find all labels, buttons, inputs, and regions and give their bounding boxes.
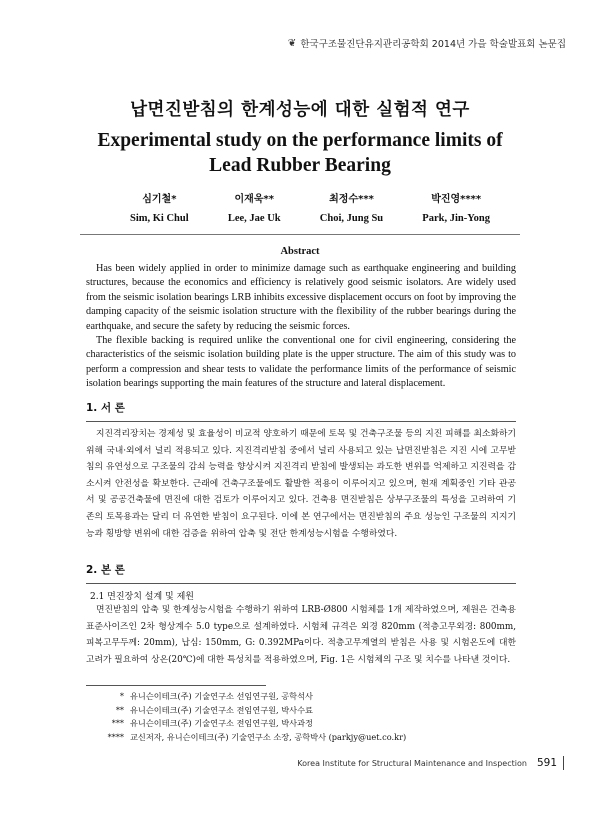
footnote (86, 690, 516, 704)
author-name-en: Park, Jin-Yong (422, 213, 490, 224)
section-paragraph: 면진받침의 압축 및 한계성능시험을 수행하기 위하여 LRB-Ø800 시험체를 1개 제작하였으며, 제원은 건축용 표준사이즈인 2차 형상계수 5.0 type으로 설계하였다. 시험체 규격은 외경 820mm (적층고무외경: 800mm, 피복고무두께: 20mm), 납심: 150mm, G: 0.392MPa이다. 적층고무계열의 받침은 사용 및 시험온도에 대한 고려가 필요하여 상온(20℃)에 대한 특성치를 적용하였으며, Fig. 1은 시험체의 구조 및 치수를 나타낸 것이다. (86, 605, 516, 665)
author-name-en: Sim, Ki Chul (130, 213, 189, 224)
footnote (86, 717, 516, 731)
section-introduction (86, 400, 516, 542)
author-4 (422, 190, 490, 224)
author-2 (228, 190, 281, 224)
running-header-text: 한국구조물진단유지관리공학회 2014년 가을 학술발표회 논문집 (300, 39, 566, 50)
abstract-heading: Abstract (280, 246, 320, 257)
footnote-mark: * (119, 691, 124, 701)
author-name-ko: 최정수*** (329, 194, 374, 205)
author-name-en: Lee, Jae Uk (227, 213, 281, 224)
section-divider (86, 421, 516, 422)
footnotes (86, 690, 516, 744)
author-list (130, 190, 490, 224)
section-divider (86, 583, 516, 584)
footnote-text: 교신저자, 유니슨이테크(주) 기술연구소 소장, 공학박사 (parkjy@uet.co.kr) (130, 731, 407, 742)
page-footer (297, 756, 564, 770)
author-name-ko: 심기철* (142, 194, 177, 205)
author-3 (320, 190, 383, 224)
footnote (86, 704, 516, 718)
title-korean: 납면진받침의 한계성능에 대한 실험적 연구 (130, 100, 470, 120)
abstract-paragraph-2: The flexible backing is required unlike the conventional one for civil engineering, considering the characteristics of the seismic isolation building plate is the upper structure. The aim of this study was to perform a compression and shear tests to validate the performance limits of the performance of seismic isolation bearings supporting the main features of the structure and lateral displacement. (86, 335, 516, 390)
leaf-icon: ❦ (287, 37, 297, 49)
footnote-mark: *** (111, 718, 124, 728)
footer-text: Korea Institute for Structural Maintenance and Inspection (297, 758, 527, 768)
title-english-line-1: Experimental study on the performance limits of (97, 130, 503, 151)
subsection-heading: 2.1 면진장치 설계 및 제원 (90, 592, 195, 602)
author-name-ko: 이재욱** (234, 194, 274, 205)
title-english-line-2: Lead Rubber Bearing (209, 155, 391, 176)
footer-bar (563, 756, 564, 770)
abstract-body (86, 262, 516, 392)
section-heading: 2. 본 론 (86, 564, 125, 576)
author-name-en: Choi, Jung Su (319, 213, 384, 224)
footnote-mark: ** (115, 704, 124, 715)
title-english (0, 128, 600, 178)
page-number: 591 (536, 757, 557, 769)
footnote-text: 유니슨이테크(주) 기술연구소 선임연구원, 공학석사 (130, 691, 313, 701)
footnote-text: 유니슨이테크(주) 기술연구소 전임연구원, 박사과정 (130, 718, 313, 728)
author-1 (130, 190, 189, 224)
author-name-ko: 박진영**** (431, 194, 482, 205)
section-paragraph: 지진격리장치는 경제성 및 효율성이 비교적 양호하기 때문에 토목 및 건축구조물 등의 지진 피해를 최소화하기 위해 국내·외에서 널리 적용되고 있다. 지진격리받침 중에서 널리 사용되고 있는 납면진받침은 지진 시에 고무받침의 유연성으로 구조물의 감쇠 능력을 향상시켜 지진격리 받침에 발생되는 과도한 변위를 억제하고 지진력을 감소시켜 안전성을 확보한다. 근래에 건축구조물에도 활발한 적용이 이루어지고 있으며, 현재 계획중인 기타 관공서 및 공공건축물에 면진에 대한 검토가 이루어지고 있다. 건축용 면진받침은 상부구조물의 특성을 고려하여 기존의 토목용과는 달리 더 유연한 받침이 요구된다. 이에 본 연구에서는 면진받침의 주요 성능인 구조물의 지지기능과 횡방향 변위에 대한 검증을 위하여 압축 및 전단 한계성능시험을 수행하였다. (86, 429, 516, 539)
section-heading: 1. 서 론 (86, 402, 125, 414)
abstract-paragraph-1: Has been widely applied in order to minimize damage such as earthquake engineering and building structures, because the economics and efficiency is relatively good seismic isolators. Are widely used from the seismic isolation bearings LRB inhibits excessive displacement occurs on foot by improving the damping capacity of the seismic isolation structure with the flexibility of the rubber bearings during the earthquake, and secure the safety by reducing the seismic forces. (86, 263, 516, 332)
footnote (86, 731, 516, 745)
footnote-divider (86, 685, 266, 686)
section-main (86, 562, 516, 668)
footnote-mark: **** (107, 731, 124, 742)
footnote-text: 유니슨이테크(주) 기술연구소 전임연구원, 박사수료 (130, 704, 313, 715)
abstract-divider (80, 234, 520, 235)
running-header (288, 36, 566, 50)
